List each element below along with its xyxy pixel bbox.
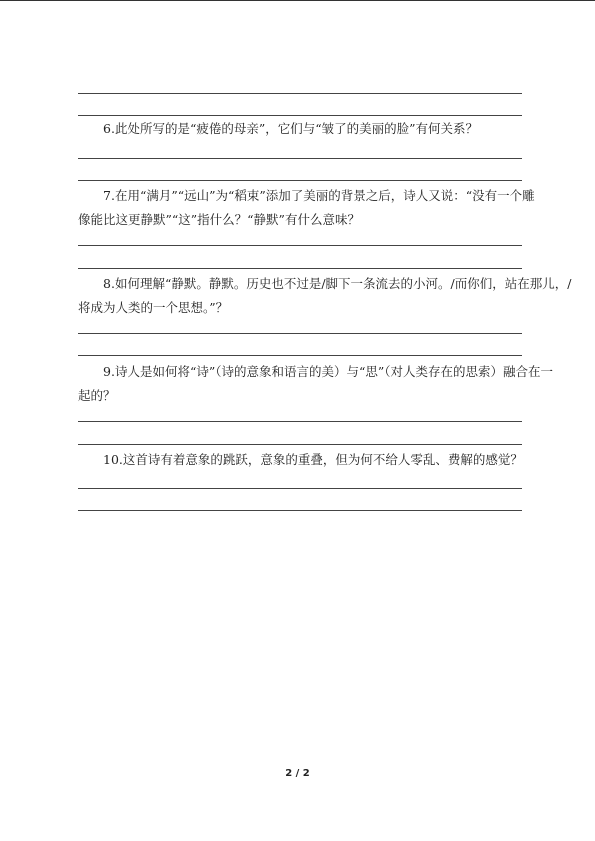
question-7-continued [78,207,542,233]
question-number: 9. [103,364,115,379]
answer-line[interactable] [78,510,522,511]
question-9-continued [78,383,542,409]
answer-line[interactable] [78,488,522,489]
question-number: 6. [103,121,115,136]
page-number: 2 / 2 [285,768,310,779]
answer-line[interactable] [78,355,522,356]
question-8-continued [78,295,542,321]
question-text: 将成为人类的一个思想。”？ [78,300,229,315]
question-text: 起的？ [78,388,116,403]
question-10 [78,447,542,473]
question-text: 像能比这更静默”“这”指什么？“静默”有什么意味？ [78,212,360,227]
question-number: 8. [103,276,115,291]
question-9 [78,359,554,385]
question-number: 7. [103,188,115,203]
answer-line[interactable] [78,333,522,334]
question-8 [78,271,572,297]
question-7 [78,183,542,209]
question-text: 此处所写的是“疲倦的母亲”，它们与“皱了的美丽的脸”有何关系？ [114,121,479,136]
question-text: 诗人是如何将“诗”（诗的意象和语言的美）与“思”（对人类存在的思索）融合在一 [114,364,554,379]
page-top-rule [0,0,595,1]
question-6 [78,116,542,142]
answer-line[interactable] [78,158,522,159]
answer-line[interactable] [78,421,522,422]
answer-line[interactable] [78,444,522,445]
answer-line[interactable] [78,268,522,269]
answer-line[interactable] [78,245,522,246]
answer-line[interactable] [78,180,522,181]
question-text: 在用“满月”“远山”为“稻束”添加了美丽的背景之后，诗人又说：“没有一个雕 [114,188,535,203]
question-number: 10. [103,452,123,467]
question-text: 这首诗有着意象的跳跃，意象的重叠，但为何不给人零乱、费解的感觉？ [122,452,523,467]
question-text: 如何理解“静默。静默。历史也不过是/脚下一条流去的小河。/而你们，站在那儿，/ [114,276,572,291]
answer-line[interactable] [78,93,522,94]
